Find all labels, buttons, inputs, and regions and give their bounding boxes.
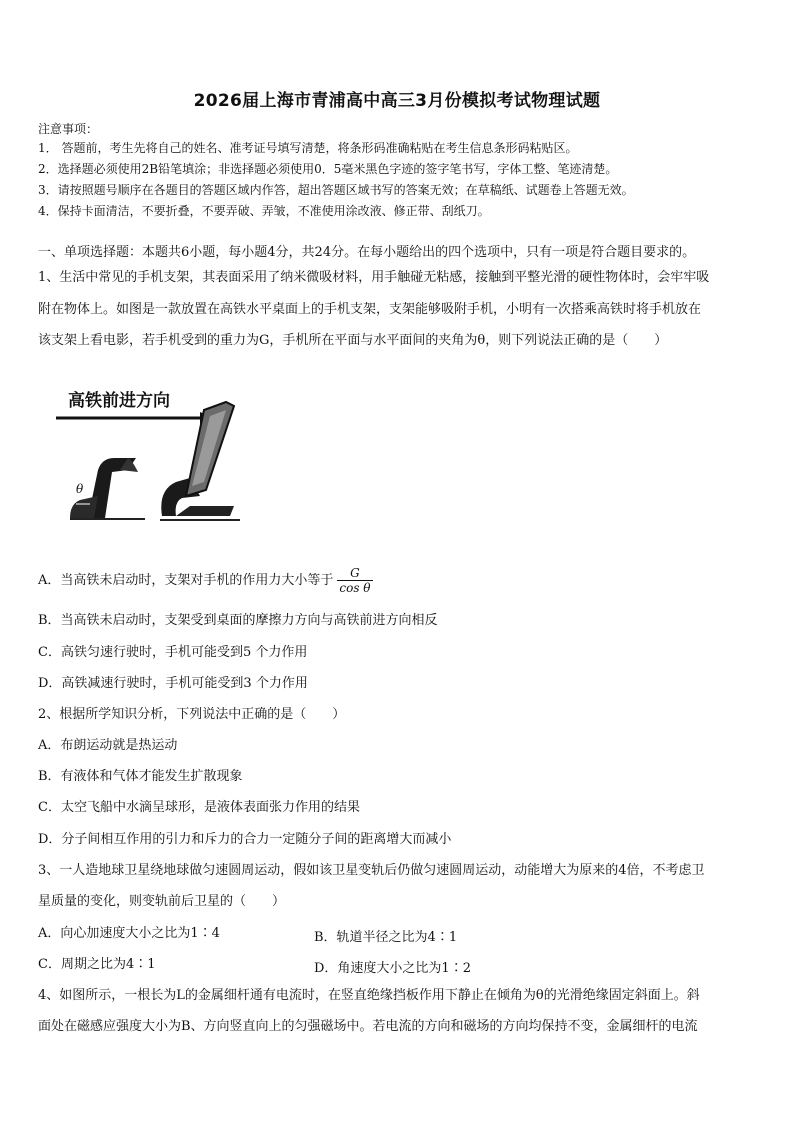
question-2-option-d: D．分子间相互作用的引力和斥力的合力一定随分子间的距离增大而减小	[38, 832, 452, 847]
question-3-stem: 3、一人造地球卫星绕地球做匀速圆周运动，假如该卫星变轨后仍做匀速圆周运动，动能增大为原来的4倍，不考虑卫	[38, 863, 705, 878]
question-1-stem: 该支架上看电影，若手机受到的重力为G，手机所在平面与水平面间的夹角为θ，则下列说法正确的是（ ）	[38, 333, 668, 348]
question-1-option-c: C．高铁匀速行驶时，手机可能受到5 个力作用	[38, 645, 308, 660]
section-heading: 一、单项选择题：本题共6小题，每小题4分，共24分。在每小题给出的四个选项中，只有一项是符合题目要求的。	[38, 245, 696, 260]
question-2-option-a: A．布朗运动就是热运动	[38, 738, 178, 753]
notice-item: 4．保持卡面清洁，不要折叠，不要弄破、弄皱，不准使用涂改液、修正带、刮纸刀。	[38, 204, 490, 218]
question-3-option-d: D．角速度大小之比为1∶2	[314, 961, 471, 976]
option-a-text: A．当高铁未启动时，支架对手机的作用力大小等于	[38, 573, 334, 588]
fraction-numerator: G	[337, 566, 372, 581]
question-2-stem: 2、根据所学知识分析，下列说法中正确的是（ ）	[38, 707, 346, 722]
phone-holder-figure	[50, 378, 260, 528]
question-3-option-a: A．向心加速度大小之比为1∶4	[38, 926, 220, 941]
question-1-stem: 附在物体上。如图是一款放置在高铁水平桌面上的手机支架，支架能够吸附手机，小明有一次搭乘高铁时将手机放在	[38, 302, 702, 317]
question-3-stem: 星质量的变化，则变轨前后卫星的（ ）	[38, 894, 286, 909]
option-a-fraction	[337, 566, 372, 595]
figure-direction-label: 高铁前进方向	[68, 391, 170, 411]
question-3-option-b: B．轨道半径之比为4∶1	[314, 930, 458, 945]
question-1-option-b: B．当高铁未启动时，支架受到桌面的摩擦力方向与高铁前进方向相反	[38, 613, 438, 628]
notice-item: 2．选择题必须使用2B铅笔填涂；非选择题必须使用0．5毫米黑色字迹的签字笔书写，字体工整、笔迹清楚。	[38, 162, 618, 176]
question-3-option-c: C．周期之比为4∶1	[38, 957, 156, 972]
page-title: 2026届上海市青浦高中高三3月份模拟考试物理试题	[193, 91, 601, 111]
notice-heading: 注意事项：	[38, 122, 99, 136]
figure-theta-label: θ	[76, 482, 84, 496]
question-2-option-c: C．太空飞船中水滴呈球形，是液体表面张力作用的结果	[38, 800, 360, 815]
notice-item: 3．请按照题号顺序在各题目的答题区域内作答，超出答题区域书写的答案无效；在草稿纸、试题卷上答题无效。	[38, 183, 634, 197]
notice-item: 1． 答题前，考生先将自己的姓名、准考证号填写清楚，将条形码准确粘贴在考生信息条形码粘贴区。	[38, 141, 578, 155]
question-1-option-d: D．高铁减速行驶时，手机可能受到3 个力作用	[38, 676, 308, 691]
fraction-denominator: cos θ	[339, 581, 371, 595]
question-1-stem: 1、生活中常见的手机支架，其表面采用了纳米微吸材料，用手触碰无粘感，接触到平整光滑的硬性物体时，会牢牢吸	[38, 270, 710, 285]
question-4-stem: 面处在磁感应强度大小为B、方向竖直向上的匀强磁场中。若电流的方向和磁场的方向均保持不变，金属细杆的电流	[38, 1019, 698, 1034]
question-2-option-b: B．有液体和气体才能发生扩散现象	[38, 769, 243, 784]
question-4-stem: 4、如图所示，一根长为L的金属细杆通有电流时，在竖直绝缘挡板作用下静止在倾角为θ的光滑绝缘固定斜面上。斜	[38, 988, 700, 1003]
question-1-option-a	[38, 566, 373, 595]
